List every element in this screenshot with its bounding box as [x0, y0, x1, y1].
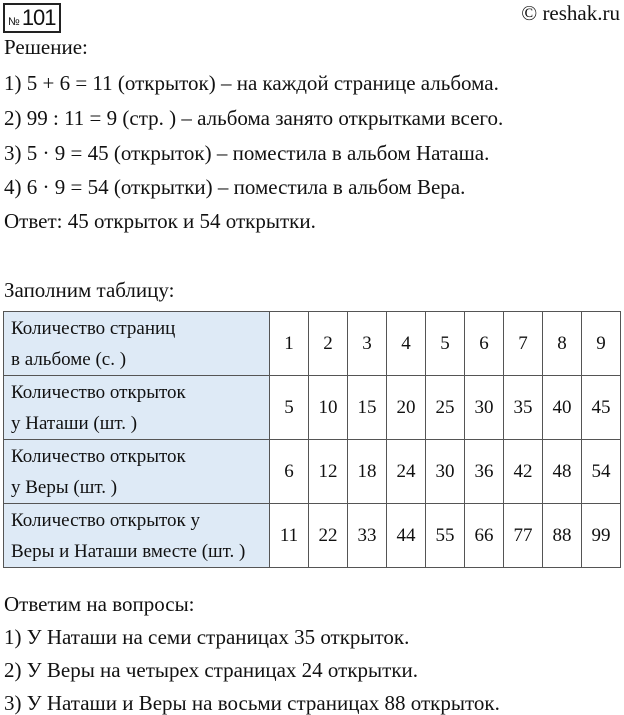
solution-step: 3) 5 · 9 = 45 (открыток) – поместила в альбом Наташа. — [4, 141, 490, 165]
site-watermark: © reshak.ru — [521, 1, 620, 25]
table-cell: 7 — [504, 312, 543, 376]
table-row — [4, 504, 621, 568]
table-cell: 30 — [426, 440, 465, 504]
row-label — [4, 440, 270, 504]
row-label-line: Количество страниц — [11, 317, 176, 339]
row-label-line: Количество открыток — [11, 445, 186, 467]
table-cell: 6 — [465, 312, 504, 376]
table-cell: 24 — [387, 440, 426, 504]
solution-step: 1) 5 + 6 = 11 (открыток) – на каждой странице альбома. — [4, 71, 499, 95]
task-number: 101 — [21, 5, 56, 30]
table-cell: 88 — [543, 504, 582, 568]
table-cell: 30 — [465, 376, 504, 440]
row-label — [4, 312, 270, 376]
table-cell: 5 — [426, 312, 465, 376]
solution-title: Решение: — [4, 35, 88, 59]
task-number-badge — [3, 3, 61, 33]
table-cell: 18 — [348, 440, 387, 504]
table-cell: 48 — [543, 440, 582, 504]
table-cell: 3 — [348, 312, 387, 376]
solution-step: 4) 6 · 9 = 54 (открытки) – поместила в альбом Вера. — [4, 175, 466, 199]
number-sign: № — [8, 16, 19, 28]
data-table — [3, 311, 621, 568]
table-cell: 2 — [309, 312, 348, 376]
table-cell: 1 — [270, 312, 309, 376]
table-cell: 5 — [270, 376, 309, 440]
row-label-line: у Наташи (шт. ) — [11, 412, 138, 434]
table-cell: 44 — [387, 504, 426, 568]
question-answer: 1) У Наташи на семи страницах 35 открыток. — [4, 625, 410, 649]
table-row — [4, 376, 621, 440]
table-cell: 54 — [582, 440, 621, 504]
table-cell: 9 — [582, 312, 621, 376]
row-label-line: Веры и Наташи вместе (шт. ) — [11, 540, 246, 562]
table-cell: 10 — [309, 376, 348, 440]
table-cell: 66 — [465, 504, 504, 568]
table-cell: 25 — [426, 376, 465, 440]
table-intro: Заполним таблицу: — [4, 278, 175, 302]
table-cell: 6 — [270, 440, 309, 504]
table-cell: 99 — [582, 504, 621, 568]
table-cell: 36 — [465, 440, 504, 504]
table-cell: 40 — [543, 376, 582, 440]
table-row — [4, 440, 621, 504]
row-label-line: Количество открыток — [11, 381, 186, 403]
table-cell: 4 — [387, 312, 426, 376]
table-cell: 45 — [582, 376, 621, 440]
table-cell: 33 — [348, 504, 387, 568]
row-label-line: у Веры (шт. ) — [11, 476, 118, 498]
row-label — [4, 376, 270, 440]
table-row — [4, 312, 621, 376]
solution-step: 2) 99 : 11 = 9 (стр. ) – альбома занято открытками всего. — [4, 106, 504, 130]
question-answer: 3) У Наташи и Веры на восьми страницах 88 открыток. — [4, 691, 500, 715]
row-label-line: Количество открыток у — [11, 509, 200, 531]
table-cell: 42 — [504, 440, 543, 504]
answer: Ответ: 45 открыток и 54 открытки. — [4, 209, 316, 233]
question-answer: 2) У Веры на четырех страницах 24 открытки. — [4, 658, 419, 682]
table-cell: 15 — [348, 376, 387, 440]
table-cell: 11 — [270, 504, 309, 568]
table-cell: 12 — [309, 440, 348, 504]
row-label-line: в альбоме (с. ) — [11, 348, 127, 370]
table-cell: 22 — [309, 504, 348, 568]
row-label — [4, 504, 270, 568]
table-cell: 55 — [426, 504, 465, 568]
table-cell: 20 — [387, 376, 426, 440]
questions-title: Ответим на вопросы: — [4, 592, 195, 616]
table-cell: 35 — [504, 376, 543, 440]
table-cell: 77 — [504, 504, 543, 568]
table-cell: 8 — [543, 312, 582, 376]
